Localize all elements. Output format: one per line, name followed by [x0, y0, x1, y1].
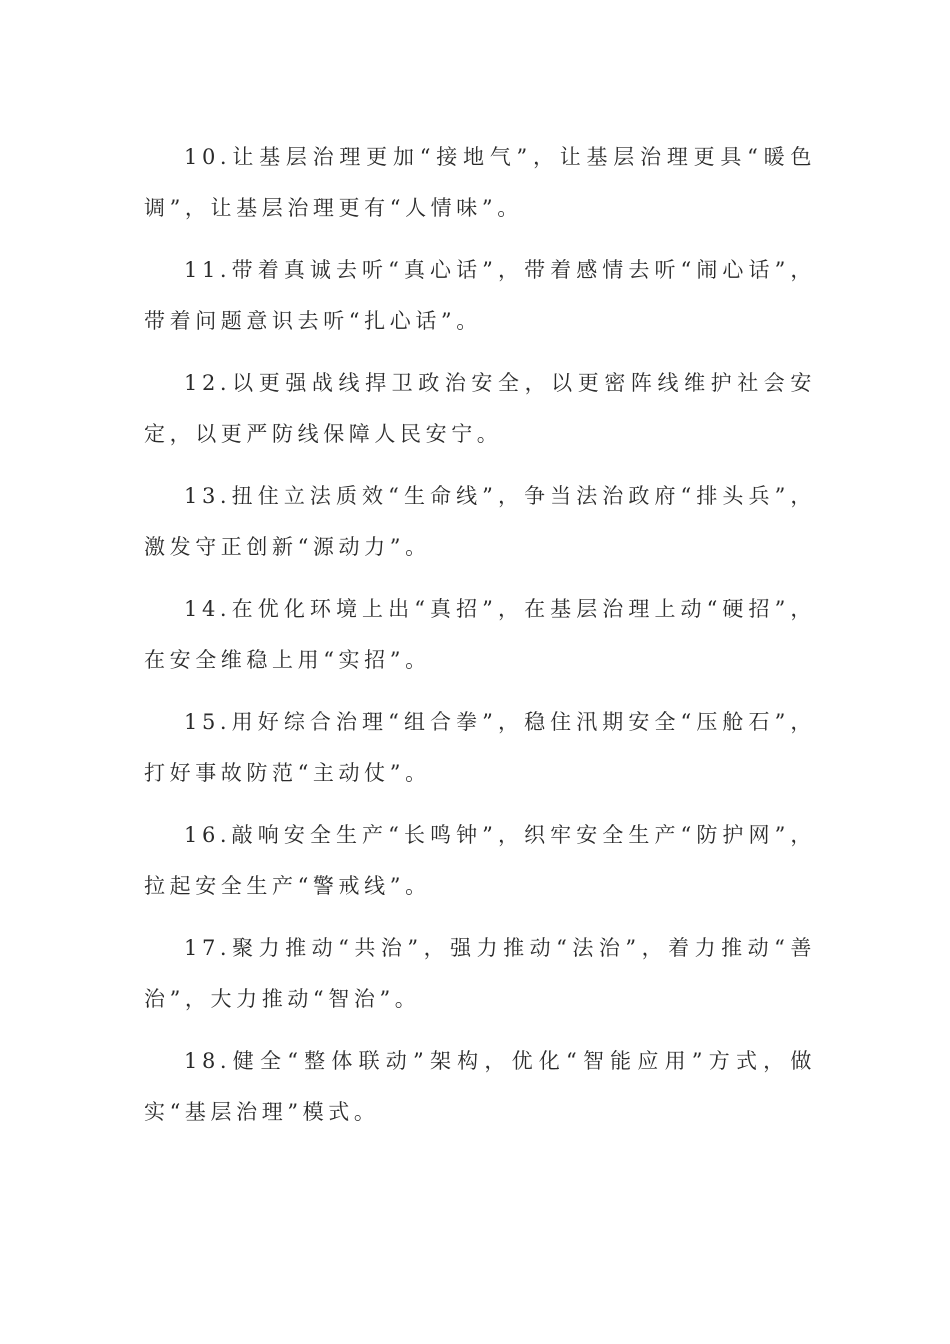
- paragraph-15: 15.用好综合治理“组合拳”，稳住汛期安全“压舱石”，打好事故防范“主动仗”。: [144, 710, 816, 785]
- paragraph-16: 16.敲响安全生产“长鸣钟”，织牢安全生产“防护网”，拉起安全生产“警戒线”。: [144, 823, 816, 898]
- paragraph-10: 10.让基层治理更加“接地气”，让基层治理更具“暖色调”，让基层治理更有“人情味”。: [144, 145, 816, 220]
- document-body: [144, 132, 816, 1149]
- paragraph-11: 11.带着真诚去听“真心话”，带着感情去听“闹心话”，带着问题意识去听“扎心话”。: [144, 258, 816, 333]
- paragraph-12: 12.以更强战线捍卫政治安全，以更密阵线维护社会安定，以更严防线保障人民安宁。: [144, 371, 816, 446]
- paragraph-17: 17.聚力推动“共治”，强力推动“法治”，着力推动“善治”，大力推动“智治”。: [144, 936, 816, 1011]
- paragraph-14: 14.在优化环境上出“真招”，在基层治理上动“硬招”，在安全维稳上用“实招”。: [144, 597, 816, 672]
- paragraph-13: 13.扭住立法质效“生命线”，争当法治政府“排头兵”，激发守正创新“源动力”。: [144, 484, 816, 559]
- paragraph-18: 18.健全“整体联动”架构，优化“智能应用”方式，做实“基层治理”模式。: [144, 1049, 816, 1124]
